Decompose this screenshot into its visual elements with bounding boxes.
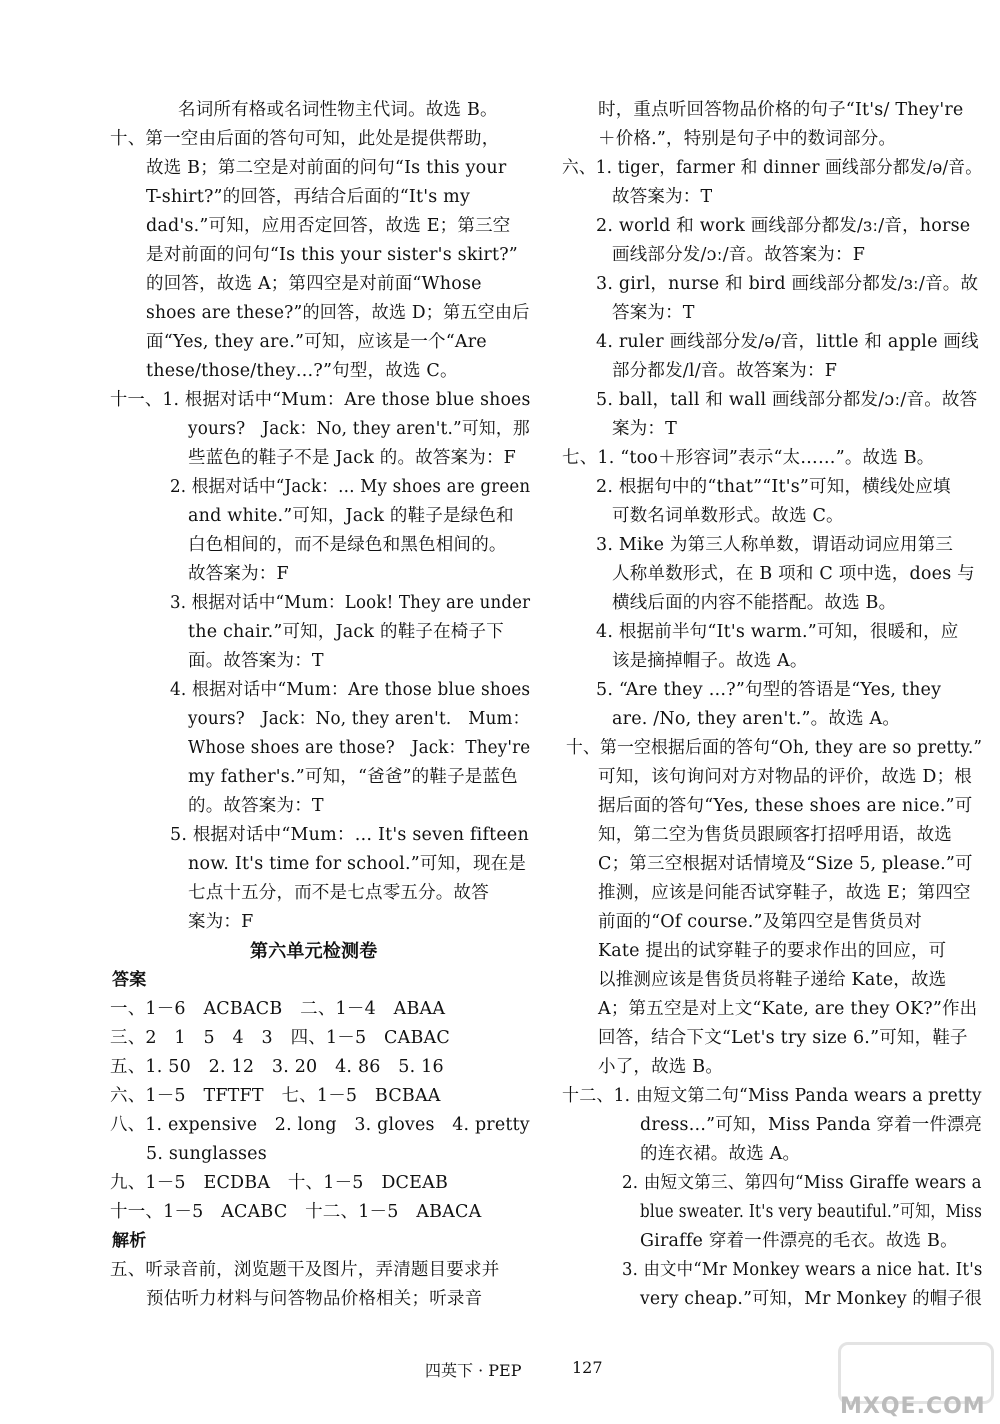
text-line: 五、听录音前，浏览题干及图片，弄清题目要求并 bbox=[110, 1260, 500, 1280]
text-line: 案为：T bbox=[612, 419, 677, 439]
text-line: 该是摘掉帽子。故选 A。 bbox=[612, 651, 808, 671]
text-line: 故选 B；第二空是对前面的问句“Is this your bbox=[146, 158, 507, 178]
text-line: 以推测应该是售货员将鞋子递给 Kate，故选 bbox=[598, 970, 947, 990]
text-line: 人称单数形式，在 B 项和 C 项中选，does 与 bbox=[612, 564, 975, 584]
text-line: 2. world 和 work 画线部分都发/ɜː/音，horse bbox=[596, 216, 971, 236]
text-line: 十一、1－5 ACABC 十二、1－5 ABACA bbox=[110, 1202, 482, 1222]
text-line: 十、第一空由后面的答句可知，此处是提供帮助， bbox=[110, 129, 500, 149]
text-line: 回答，结合下文“Let's try size 6.”可知，鞋子 bbox=[598, 1028, 968, 1048]
text-line: 3. 由文中“Mr Monkey wears a nice hat. It's bbox=[622, 1260, 983, 1280]
text-line: 故答案为：T bbox=[612, 187, 713, 207]
text-line: 的回答，故选 A；第四空是对前面“Whose bbox=[146, 274, 482, 294]
text-line: ＋价格.”，特别是句子中的数词部分。 bbox=[598, 129, 897, 149]
text-line: 八、1. expensive 2. long 3. gloves 4. pretty bbox=[110, 1115, 530, 1135]
text-line: A；第五空是对上文“Kate, are they OK?”作出 bbox=[598, 999, 978, 1019]
text-line: 2. 根据对话中“Jack：… My shoes are green bbox=[170, 477, 531, 497]
text-line: 第六单元检测卷 bbox=[250, 941, 378, 962]
text-line: 可知，该句询问对方对物品的评价，故选 D；根 bbox=[598, 767, 972, 787]
text-line: dress…”可知，Miss Panda 穿着一件漂亮 bbox=[640, 1115, 983, 1135]
text-line: 3. girl，nurse 和 bird 画线部分都发/ɜː/音。故 bbox=[596, 274, 979, 294]
text-line: 可数名词单数形式。故选 C。 bbox=[612, 506, 844, 526]
text-line: 三、2 1 5 4 3 四、1－5 CABAC bbox=[110, 1028, 450, 1048]
text-line: C；第三空根据对话情境及“Size 5, please.”可 bbox=[598, 854, 973, 874]
text-line: dad's.”可知，应用否定回答，故选 E；第三空 bbox=[146, 216, 511, 236]
text-line: Kate 提出的试穿鞋子的要求作出的回应，可 bbox=[598, 941, 947, 961]
text-line: 前面的“Of course.”及第四空是售货员对 bbox=[598, 912, 922, 932]
text-line: Whose shoes are those? Jack：They're bbox=[188, 738, 531, 758]
text-line: 5. 根据对话中“Mum：… It's seven fifteen bbox=[170, 825, 529, 845]
text-line: and white.”可知，Jack 的鞋子是绿色和 bbox=[188, 506, 514, 526]
text-line: 一、1－6 ACBACB 二、1－4 ABAA bbox=[110, 999, 446, 1019]
text-line: T-shirt?”的回答，再结合后面的“It's my bbox=[146, 187, 471, 207]
text-line: 是对前面的问句“Is this your sister's skirt?” bbox=[146, 245, 518, 265]
text-line: 七点十五分，而不是七点零五分。故答 bbox=[188, 883, 489, 903]
text-line: Giraffe 穿着一件漂亮的毛衣。故选 B。 bbox=[640, 1231, 958, 1251]
text-line: 六、1－5 TFTFT 七、1－5 BCBAA bbox=[110, 1086, 441, 1106]
text-line: 白色相间的，而不是绿色和黑色相间的。 bbox=[188, 535, 507, 555]
text-line: 画线部分发/ɔː/音。故答案为：F bbox=[612, 245, 866, 265]
text-line: 预估听力材料与问答物品价格相关；听录音 bbox=[146, 1289, 483, 1309]
text-line: the chair.”可知，Jack 的鞋子在椅子下 bbox=[188, 622, 504, 642]
text-line: 2. 由短文第三、第四句“Miss Giraffe wears a bbox=[622, 1173, 982, 1193]
text-line: 5. sunglasses bbox=[146, 1144, 267, 1164]
text-line: 的。故答案为：T bbox=[188, 796, 324, 816]
text-line: 些蓝色的鞋子不是 Jack 的。故答案为：F bbox=[188, 448, 517, 468]
text-line: yours? Jack：No, they aren't.”可知，那 bbox=[188, 419, 530, 439]
text-line: 3. 根据对话中“Mum：Look! They are under bbox=[170, 593, 531, 613]
text-line: 名词所有格或名词性物主代词。故选 B。 bbox=[178, 100, 498, 120]
text-line: 十、第一空根据后面的答句“Oh, they are so pretty.” bbox=[566, 738, 983, 758]
footer-book-label: 四英下 · PEP bbox=[425, 1361, 522, 1380]
text-line: 案为：F bbox=[188, 912, 254, 932]
text-line: 答案为：T bbox=[612, 303, 695, 323]
text-line: 4. 根据对话中“Mum：Are those blue shoes bbox=[170, 680, 531, 700]
text-line: 小了，故选 B。 bbox=[598, 1057, 724, 1077]
text-line: shoes are these?”的回答，故选 D；第五空由后 bbox=[146, 303, 530, 323]
text-line: 3. Mike 为第三人称单数，谓语动词应用第三 bbox=[596, 535, 954, 555]
text-line: 十一、1. 根据对话中“Mum：Are those blue shoes bbox=[110, 390, 531, 410]
text-line: 五、1. 50 2. 12 3. 20 4. 86 5. 16 bbox=[110, 1057, 444, 1077]
text-line: 六、1. tiger，farmer 和 dinner 画线部分都发/ə/音。 bbox=[562, 158, 983, 178]
text-line: blue sweater. It's very beautiful.”可知，Miss bbox=[640, 1202, 982, 1222]
text-line: are. /No, they aren't.”。故选 A。 bbox=[612, 709, 901, 729]
watermark-url: MXQE.COM bbox=[840, 1394, 986, 1419]
text-line: 面。故答案为：T bbox=[188, 651, 324, 671]
text-line: 七、1. “too＋形容词”表示“太……”。故选 B。 bbox=[562, 448, 935, 468]
text-line: 答案 bbox=[112, 970, 147, 990]
text-line: 知，第二空为售货员跟顾客打招呼用语，故选 bbox=[598, 825, 952, 845]
text-line: 九、1－5 ECDBA 十、1－5 DCEAB bbox=[110, 1173, 449, 1193]
text-line: now. It's time for school.”可知，现在是 bbox=[188, 854, 527, 874]
text-line: yours? Jack：No, they aren't. Mum： bbox=[188, 709, 530, 729]
text-line: 5. “Are they …?”句型的答语是“Yes, they bbox=[596, 680, 942, 700]
text-line: 4. 根据前半句“It's warm.”可知，很暖和，应 bbox=[596, 622, 959, 642]
text-line: 推测，应该是问能否试穿鞋子，故选 E；第四空 bbox=[598, 883, 971, 903]
text-line: 4. ruler 画线部分发/ə/音，little 和 apple 画线 bbox=[596, 332, 979, 352]
watermark bbox=[838, 1342, 988, 1420]
text-line: 面“Yes, they are.”可知，应该是一个“Are bbox=[146, 332, 487, 352]
page-number: 127 bbox=[572, 1358, 603, 1377]
text-line: 2. 根据句中的“that”“It's”可知，横线处应填 bbox=[596, 477, 951, 497]
text-line: 解析 bbox=[112, 1231, 147, 1251]
text-line: 时，重点听回答物品价格的句子“It's/ They're bbox=[598, 100, 964, 120]
text-line: 横线后面的内容不能搭配。故选 B。 bbox=[612, 593, 897, 613]
text-line: 部分都发/l/音。故答案为：F bbox=[612, 361, 838, 381]
text-line: my father's.”可知，“爸爸”的鞋子是蓝色 bbox=[188, 767, 518, 787]
text-line: these/those/they…?”句型，故选 C。 bbox=[146, 361, 458, 381]
text-line: 的连衣裙。故选 A。 bbox=[640, 1144, 801, 1164]
text-line: very cheap.”可知，Mr Monkey 的帽子很 bbox=[640, 1289, 983, 1309]
text-line: 据后面的答句“Yes, these shoes are nice.”可 bbox=[598, 796, 973, 816]
text-line: 十二、1. 由短文第二句“Miss Panda wears a pretty bbox=[562, 1086, 982, 1106]
text-line: 故答案为：F bbox=[188, 564, 289, 584]
text-line: 5. ball，tall 和 wall 画线部分都发/ɔː/音。故答 bbox=[596, 390, 978, 410]
